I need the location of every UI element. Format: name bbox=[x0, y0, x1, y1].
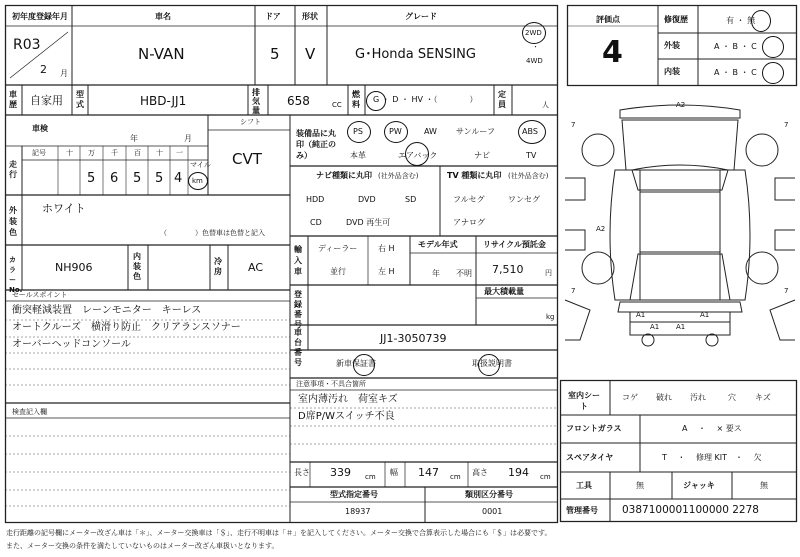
import-label: 輸入車 bbox=[294, 245, 302, 276]
spare-options: T ・ 修理 KIT ・ 欠 bbox=[662, 453, 762, 462]
equip-navi: ナビ bbox=[474, 151, 490, 160]
exterior-label: 外装 bbox=[664, 41, 680, 50]
tools: 無 bbox=[636, 481, 644, 490]
displacement: 658 bbox=[287, 94, 310, 108]
shape-label: 形状 bbox=[302, 12, 318, 21]
equip-ps-circle bbox=[347, 121, 371, 143]
inspection-label: 車検 bbox=[32, 124, 48, 133]
score-label: 評価点 bbox=[596, 15, 620, 24]
footer-line-1: 走行距離の記号欄にメーター改ざん車は「＊」、メーター交換車は「＄」、走行不明車は「＃」を記入してください。メーター交換で合算表示した場合にも「＄」は必要です。 bbox=[6, 529, 552, 537]
km-label: km bbox=[192, 177, 203, 185]
new-car-warranty: 新車保証書 bbox=[336, 359, 376, 368]
seat-label: 室内シート bbox=[568, 391, 600, 411]
color-code-label: カラーNo. bbox=[9, 256, 23, 294]
ext-color: ホワイト bbox=[42, 202, 86, 215]
month-unit: 月 bbox=[60, 69, 68, 78]
sales-points-label: セールスポイント bbox=[12, 291, 68, 299]
recycle-label: リサイクル預託金 bbox=[483, 240, 546, 249]
place-5: 一 bbox=[176, 149, 183, 157]
mileage-digit-label: 記号 bbox=[32, 149, 46, 157]
inspector-label: 検査記入欄 bbox=[12, 408, 47, 416]
glass-label: フロントガラス bbox=[566, 424, 622, 433]
place-4: 十 bbox=[156, 149, 163, 157]
type-number: 18937 bbox=[345, 507, 371, 516]
manual-circle bbox=[478, 354, 500, 376]
seven-3: 7 bbox=[571, 287, 576, 295]
seven-2: 7 bbox=[784, 121, 789, 129]
spare-label: スペアタイヤ bbox=[566, 453, 614, 462]
seven-1: 7 bbox=[571, 121, 576, 129]
mileage-digit-4: 5 bbox=[155, 171, 164, 186]
repair-history-options: 有 ・ 無 bbox=[726, 16, 756, 25]
recycle-fee: 7,510 bbox=[492, 263, 524, 276]
mark-a1-1: A1 bbox=[636, 311, 646, 319]
mark-a1-4: A1 bbox=[676, 323, 686, 331]
fuel-g-circle bbox=[366, 91, 386, 111]
navi-cd: CD bbox=[310, 218, 322, 227]
door-count: 5 bbox=[270, 45, 280, 63]
drive-dot: ・ bbox=[532, 43, 539, 51]
shift-label: シフト bbox=[240, 118, 261, 126]
exterior-options: A ・ B ・ C bbox=[714, 42, 757, 51]
mark-a2-side: A2 bbox=[596, 225, 606, 233]
mileage-digit-2: 6 bbox=[110, 171, 119, 186]
interior-label: 内装 bbox=[664, 67, 680, 76]
capacity-unit: 人 bbox=[542, 101, 549, 109]
era-year: R03 bbox=[13, 37, 41, 53]
length-label: 長さ bbox=[294, 468, 310, 477]
width: 147 bbox=[418, 466, 439, 479]
equip-pw: PW bbox=[389, 127, 402, 136]
km-circle bbox=[188, 172, 208, 190]
place-0: 十 bbox=[66, 149, 73, 157]
fuel-label: 燃料 bbox=[352, 90, 360, 109]
mark-a2-front: A2 bbox=[676, 101, 686, 109]
interior-color-label: 内装色 bbox=[133, 252, 141, 281]
seat-burn: コゲ bbox=[622, 393, 638, 402]
jack-label: ジャッキ bbox=[683, 481, 715, 490]
warranty-circle bbox=[353, 354, 375, 376]
equip-airbag: エアバック bbox=[398, 151, 438, 160]
height: 194 bbox=[508, 466, 529, 479]
type-number-label: 型式指定番号 bbox=[330, 490, 378, 499]
navi-dvd: DVD bbox=[358, 195, 376, 204]
equipment-label: 装備品に丸印（純正のみ） bbox=[296, 129, 336, 160]
sales-line-1: 衝突軽減装置 レーンモニター キーレス bbox=[12, 305, 202, 316]
tv-analog: アナログ bbox=[453, 218, 485, 227]
navi-dvd-play: DVD 再生可 bbox=[346, 218, 391, 227]
model-year-label: モデル年式 bbox=[418, 240, 458, 249]
model-code: HBD-JJ1 bbox=[140, 94, 187, 108]
length-unit: cm bbox=[365, 473, 376, 481]
exterior-c-circle bbox=[762, 36, 784, 58]
registration-label: 登録番号 bbox=[294, 290, 302, 329]
owner-manual: 取扱説明書 bbox=[472, 359, 512, 368]
width-label: 幅 bbox=[390, 468, 398, 477]
first-reg-label: 初年度登録年月 bbox=[12, 12, 68, 21]
equip-ps: PS bbox=[353, 127, 363, 136]
mark-a1-3: A1 bbox=[650, 323, 660, 331]
color-code: NH906 bbox=[55, 261, 93, 274]
equip-airbag-circle bbox=[405, 142, 429, 166]
navi-sd: SD bbox=[405, 195, 417, 204]
place-1: 万 bbox=[88, 149, 95, 157]
class-number-label: 類別区分番号 bbox=[465, 490, 513, 499]
right-hand: 右 H bbox=[378, 244, 395, 253]
interior-c-circle bbox=[762, 62, 784, 84]
interior-options: A ・ B ・ C bbox=[714, 68, 757, 77]
repair-none-circle bbox=[751, 10, 771, 32]
mileage-digit-1: 5 bbox=[87, 171, 96, 186]
grade-label: グレード bbox=[405, 12, 437, 21]
caution-line-2: D席P/Wスイッチ不良 bbox=[298, 411, 395, 422]
equip-pw-circle bbox=[384, 121, 408, 143]
tv-fullseg: フルセグ bbox=[453, 195, 485, 204]
import-dealer: ディーラー bbox=[318, 244, 358, 253]
equip-aw: AW bbox=[424, 127, 437, 136]
chassis-number: JJ1-3050739 bbox=[380, 332, 447, 345]
usage-label: 車歴 bbox=[9, 90, 17, 109]
tv-type-label: TV 種類に丸印 bbox=[447, 171, 502, 180]
displacement-label: 排気量 bbox=[252, 88, 260, 115]
repaint-note: （ ）色替車は色替と記入 bbox=[160, 229, 265, 237]
equip-leather: 本革 bbox=[350, 151, 366, 160]
repair-history-label: 修復歴 bbox=[664, 15, 688, 24]
mile-label: マイル bbox=[190, 161, 211, 169]
mileage-label: 走行 bbox=[9, 160, 17, 179]
mgmt-label: 管理番号 bbox=[566, 506, 598, 515]
drive-4wd: 4WD bbox=[526, 57, 543, 65]
equip-abs: ABS bbox=[522, 127, 538, 136]
tv-oneseg: ワンセグ bbox=[508, 195, 540, 204]
drive-2wd-circle bbox=[522, 22, 546, 44]
import-parallel: 並行 bbox=[330, 267, 346, 276]
kg-unit: kg bbox=[546, 313, 555, 321]
shift: CVT bbox=[232, 150, 262, 168]
model-year-unit: 年 bbox=[432, 269, 440, 278]
ac-label: 冷房 bbox=[214, 257, 222, 276]
width-unit: cm bbox=[450, 473, 461, 481]
height-label: 高さ bbox=[472, 468, 488, 477]
grade: G･Honda SENSING bbox=[355, 47, 476, 62]
length: 339 bbox=[330, 466, 351, 479]
left-hand: 左 H bbox=[378, 267, 395, 276]
mileage-digit-3: 5 bbox=[133, 171, 142, 186]
capacity-label: 定員 bbox=[498, 90, 506, 109]
tools-label: 工具 bbox=[576, 481, 592, 490]
seven-4: 7 bbox=[784, 287, 789, 295]
usage: 自家用 bbox=[30, 94, 63, 107]
footer-line-2: また、メーター交換の条件を満たしていないものはメーター改ざん車扱いとなります。 bbox=[6, 542, 279, 550]
model-year-unknown: 不明 bbox=[456, 269, 472, 278]
reg-month: 2 bbox=[40, 63, 47, 76]
seat-scratch: キズ bbox=[755, 393, 771, 402]
score: 4 bbox=[602, 35, 623, 70]
sales-line-3: オーバーヘッドコンソール bbox=[12, 339, 131, 350]
door-label: ドア bbox=[265, 12, 281, 21]
place-2: 千 bbox=[111, 149, 118, 157]
equip-sunroof: サンルーフ bbox=[456, 127, 495, 136]
drive-2wd: 2WD bbox=[525, 29, 542, 37]
mgmt-number: 0387100001100000 2278 bbox=[622, 504, 759, 516]
seat-tear: 破れ bbox=[656, 393, 672, 402]
glass-options: A ・ × 要ス bbox=[682, 424, 742, 433]
navi-type-label: ナビ種類に丸印 bbox=[316, 171, 372, 180]
yen-unit: 円 bbox=[545, 269, 552, 277]
class-number: 0001 bbox=[482, 507, 503, 516]
tv-type-note: (社外品含む) bbox=[508, 172, 549, 180]
mark-a1-2: A1 bbox=[700, 311, 710, 319]
caution-line-1: 室内薄汚れ 荷室キズ bbox=[298, 394, 398, 405]
sales-line-2: オートクルーズ 横滑り防止 クリアランスソナー bbox=[12, 322, 241, 333]
equip-tv: TV bbox=[526, 151, 537, 160]
navi-hdd: HDD bbox=[306, 195, 325, 204]
max-load-label: 最大積載量 bbox=[484, 287, 524, 296]
mileage-digit-5: 4 bbox=[174, 171, 183, 186]
inspection-month-unit: 月 bbox=[184, 134, 192, 143]
body-shape: V bbox=[305, 45, 316, 63]
fuel-options: G ・ D ・ HV ・（ ） bbox=[373, 95, 478, 104]
ac-value: AC bbox=[248, 261, 264, 274]
height-unit: cm bbox=[540, 473, 551, 481]
car-name: N-VAN bbox=[138, 45, 185, 63]
car-name-label: 車名 bbox=[155, 12, 171, 21]
model-label: 型式 bbox=[76, 90, 84, 109]
jack: 無 bbox=[760, 481, 768, 490]
seat-hole: 穴 bbox=[728, 393, 736, 402]
caution-label: 注意事項・不具合箇所 bbox=[296, 380, 366, 388]
equip-abs-circle bbox=[518, 120, 546, 144]
cc-unit: CC bbox=[332, 101, 342, 109]
seat-dirt: 汚れ bbox=[690, 393, 706, 402]
place-3: 百 bbox=[134, 149, 141, 157]
ext-color-label: 外装色 bbox=[9, 206, 17, 237]
chassis-label: 車台番号 bbox=[294, 328, 302, 367]
inspection-year-unit: 年 bbox=[130, 134, 138, 143]
navi-type-note: (社外品含む) bbox=[378, 172, 419, 180]
